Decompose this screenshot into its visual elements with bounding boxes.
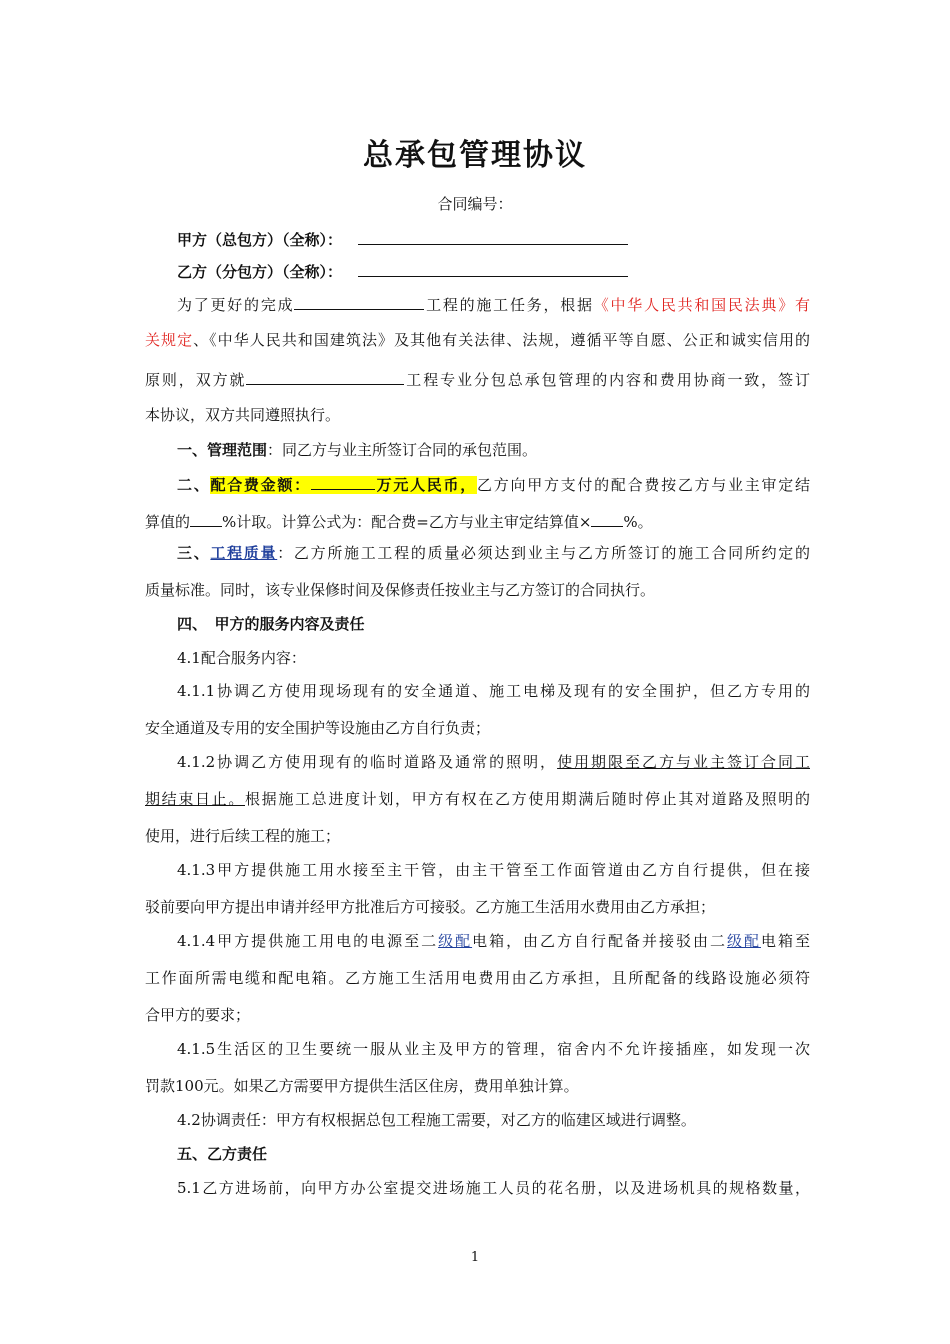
intro-line-3 — [145, 368, 810, 390]
civil-code-reference: 《中华人民共和国民法典》有 — [593, 296, 810, 314]
intro-text: 、《中华人民共和国建筑法》及其他有关法律、法规，遵循平等自愿、公正和诚实信用的 — [193, 331, 810, 349]
distribution-link[interactable]: 级配 — [726, 932, 761, 950]
intro-text: 为了更好的完成 — [177, 296, 295, 314]
section-2-number: 二、 — [177, 476, 211, 494]
party-b-line — [177, 260, 810, 282]
party-b-label: 乙方（分包方）（全称）： — [177, 263, 343, 281]
section-5-heading: 五、乙方责任 — [177, 1145, 268, 1163]
usage-period-underlined-end: 期结束日止。 — [145, 790, 245, 808]
section-2-highlight — [210, 476, 477, 494]
section-3-heading: 工程质量 — [210, 544, 278, 562]
section-2-formula: %计取。计算公式为：配合费=乙方与业主审定结算值× — [222, 513, 592, 531]
distribution-link[interactable]: 级配 — [438, 932, 473, 950]
civil-code-reference-end: 关规定 — [145, 331, 194, 349]
clause-4-1-3-line-2: 驳前要向甲方提出申请并经甲方批准后方可接驳。乙方施工生活用水费用由乙方承担； — [145, 898, 716, 916]
section-2-line-1 — [177, 473, 810, 495]
section-3-line-2: 质量标准。同时，该专业保修时间及保修责任按业主与乙方签订的合同执行。 — [145, 581, 656, 599]
clause-4-1-4-line-2: 工作面所需电缆和配电箱。乙方施工生活用电费用由乙方承担，且所配备的线路设施必须符 — [145, 969, 810, 987]
section-1-heading: 一、管理范围 — [177, 441, 268, 459]
clause-text: 根据施工总进度计划，甲方有权在乙方使用期满后随时停止其对道路及照明的 — [245, 790, 810, 808]
section-3-body: ：乙方所施工工程的质量必须达到业主与乙方所签订的施工合同所约定的 — [277, 544, 810, 562]
document-title: 总承包管理协议 — [363, 138, 587, 173]
fee-unit: 万元人民币， — [374, 476, 478, 494]
intro-text: 工程的施工任务，根据 — [424, 296, 594, 314]
clause-text: 电箱，由乙方自行配备并接驳由二 — [472, 932, 727, 950]
intro-line-1 — [177, 293, 810, 315]
section-3-line-1 — [177, 543, 810, 563]
section-2-line-2 — [145, 510, 810, 532]
section-4-heading: 四、 甲方的服务内容及责任 — [177, 615, 365, 633]
page-number: 1 — [470, 1250, 480, 1265]
section-2-body: 乙方向甲方支付的配合费按乙方与业主审定结 — [477, 476, 810, 494]
clause-4-1-4-line-1 — [177, 931, 810, 951]
clause-4-1-5-line-1: 4.1.5生活区的卫生要统一服从业主及甲方的管理，宿舍内不允许接插座，如发现一次 — [177, 1040, 810, 1058]
clause-5-1: 5.1乙方进场前，向甲方办公室提交进场施工人员的花名册，以及进场机具的规格数量， — [177, 1179, 810, 1197]
section-1 — [177, 440, 810, 460]
party-a-line — [177, 228, 810, 250]
section-2-heading: 配合费金额： — [210, 476, 311, 494]
clause-text: 4.1.2协调乙方使用现有的临时道路及通常的照明， — [177, 753, 558, 771]
clause-4-1-1-line-1: 4.1.1协调乙方使用现场现有的安全通道、施工电梯及现有的安全围护，但乙方专用的 — [177, 682, 810, 700]
usage-period-underlined: 使用期限至乙方与业主签订合同工 — [557, 753, 810, 771]
party-b-blank — [358, 260, 628, 277]
clause-4-1-1-line-2: 安全通道及专用的安全围护等设施由乙方自行负责； — [145, 719, 491, 737]
intro-line-4: 本协议，双方共同遵照执行。 — [145, 406, 341, 424]
fee-rate-blank-2 — [591, 510, 623, 527]
clause-4-1-2-line-3: 使用，进行后续工程的施工； — [145, 827, 341, 845]
clause-4-1-3-line-1: 4.1.3甲方提供施工用水接至主干管，由主干管至工作面管道由乙方自行提供，但在接 — [177, 861, 810, 879]
fee-amount-blank — [311, 473, 375, 490]
clause-text: 4.1.4甲方提供施工用电的电源至二 — [177, 932, 439, 950]
project-name-blank-2 — [246, 368, 404, 385]
clause-4-1-4-line-3: 合甲方的要求； — [145, 1006, 251, 1024]
clause-4-2: 4.2协调责任：甲方有权根据总包工程施工需要，对乙方的临建区域进行调整。 — [177, 1111, 696, 1129]
party-a-label: 甲方（总包方）（全称）： — [177, 231, 343, 249]
project-name-blank — [294, 293, 424, 310]
clause-text: 电箱至 — [760, 932, 810, 950]
clause-4-1: 4.1配合服务内容： — [177, 649, 306, 667]
clause-4-1-2-line-1 — [177, 752, 810, 772]
intro-text: 工程专业分包总承包管理的内容和费用协商一致，签订 — [404, 371, 810, 389]
clause-4-1-5-line-2: 罚款100元。如果乙方需要甲方提供生活区住房，费用单独计算。 — [145, 1077, 579, 1095]
intro-line-2 — [145, 330, 810, 350]
contract-number-label: 合同编号： — [437, 195, 513, 213]
fee-rate-blank — [190, 510, 222, 527]
clause-4-1-2-line-2 — [145, 789, 810, 809]
section-2-body: %。 — [623, 513, 653, 531]
section-3-number: 三、 — [177, 544, 211, 562]
section-2-body: 算值的 — [145, 513, 191, 531]
section-1-body: ：同乙方与业主所签订合同的承包范围。 — [267, 441, 538, 459]
intro-text: 原则，双方就 — [145, 371, 247, 389]
party-a-blank — [358, 228, 628, 245]
